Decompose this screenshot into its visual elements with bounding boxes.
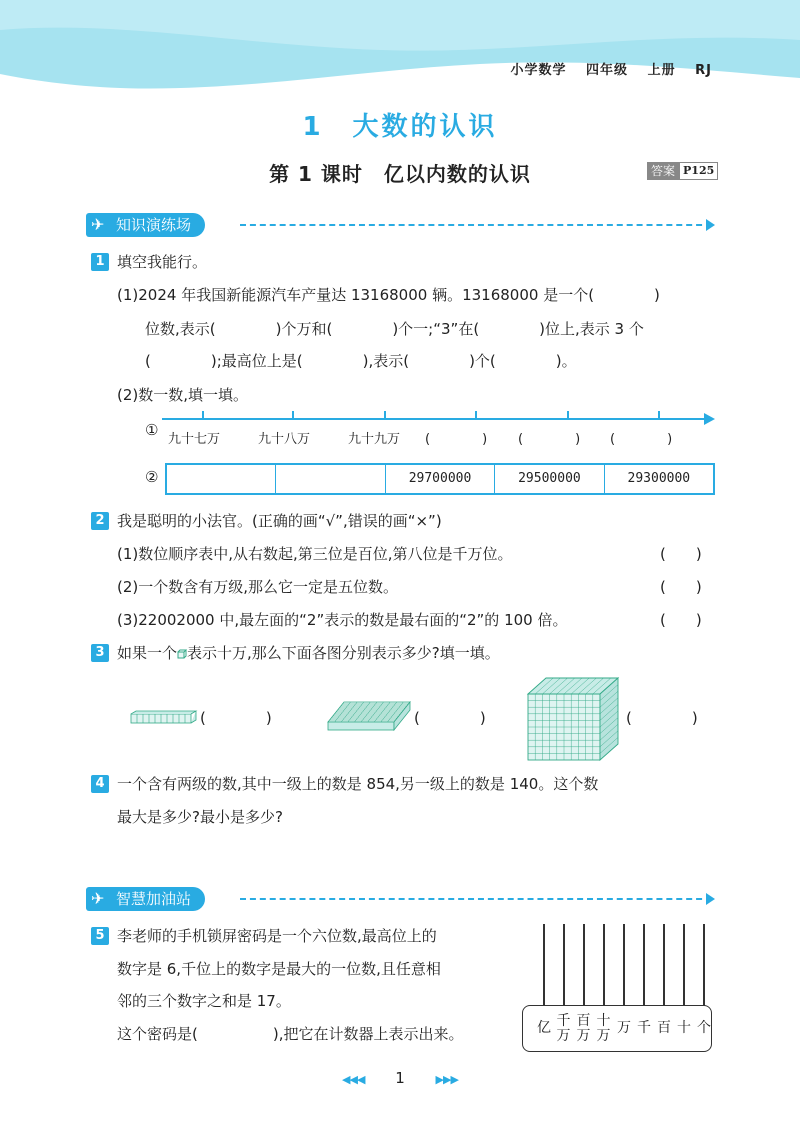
question-number: 2 [91,512,109,530]
page-number: 1 [395,1069,405,1087]
q3-blank[interactable]: ( ) [414,709,486,727]
number-line-blank[interactable]: ( ) [610,432,673,447]
number-line-label: 九十七万 [168,432,221,447]
number-line-tick [475,411,477,419]
abacus-rod[interactable] [563,924,565,1008]
abacus-label: 千 万 [556,1013,571,1044]
table-cell: 29700000 [386,465,495,493]
section-label: ✈ 智慧加油站 [86,887,205,911]
table-cell: 29500000 [495,465,604,493]
row1-marker: ① [145,421,159,439]
number-line-tick [384,411,386,419]
judge-blank[interactable]: ( ) [660,611,702,629]
abacus-rod[interactable] [543,924,545,1008]
abacus-label: 亿 [537,1020,551,1036]
q3-blank[interactable]: ( ) [626,709,698,727]
number-line-tick [567,411,569,419]
abacus-label: 十 [677,1020,691,1036]
answer-page: P125 [679,162,718,180]
header-wave [0,0,800,95]
number-line-tick [658,411,660,419]
table-cell: 29300000 [627,471,691,486]
abacus-rod[interactable] [683,924,685,1008]
header-subject: 小学数学 [510,63,567,78]
table-cell[interactable] [276,465,385,493]
q2-item: (1)数位顺序表中,从右数起,第三位是百位,第八位是千万位。 [117,545,513,563]
answer-reference [647,162,718,180]
header-edition: RJ [695,63,712,78]
q5-line1: 李老师的手机锁屏密码是一个六位数,最高位上的 [117,927,437,945]
q5-line4: 这个密码是( ),把它在计数器上表示出来。 [117,1025,464,1043]
number-line-blank[interactable]: ( ) [425,432,488,447]
ten-cube-rod-icon [130,710,198,724]
section-banner-knowledge [86,212,205,238]
q3-title-b: 表示十万,那么下面各图分别表示多少?填一填。 [187,644,500,662]
q1-part2-title: (2)数一数,填一填。 [117,386,249,404]
number-line-tick [292,411,294,419]
number-line-arrow-icon [704,413,715,425]
question-number: 5 [91,927,109,945]
judge-blank[interactable]: ( ) [660,545,702,563]
q4-line1: 一个含有两级的数,其中一级上的数是 854,另一级上的数是 140。这个数 [117,775,599,793]
q1-part1-line1: (1)2024 年我国新能源汽车产量达 13168000 辆。13168000 是一个( ) [117,286,660,304]
header-grade: 四年级 [586,63,629,78]
number-line-tick [202,411,204,419]
hundred-cube-flat-icon [326,700,412,732]
q2-item: (3)22002000 中,最左面的“2”表示的数是最右面的“2”的 100 倍。 [117,611,568,629]
dashed-divider [240,224,712,226]
q1-part1-line2: 位数,表示( )个万和( )个一;“3”在( )位上,表示 3 个 [145,320,644,338]
header-info [497,59,713,78]
arrow-icon [706,219,715,231]
abacus-rod[interactable] [643,924,645,1008]
section-banner-wisdom [86,886,205,912]
abacus-rod[interactable] [623,924,625,1008]
q3-blank[interactable]: ( ) [200,709,272,727]
abacus-rod[interactable] [663,924,665,1008]
q3-title [117,642,500,664]
q5-line3: 邻的三个数字之和是 17。 [117,992,291,1010]
number-line [162,418,707,420]
number-line-label: 九十八万 [258,432,311,447]
abacus-rod[interactable] [703,924,705,1008]
number-line-blank[interactable]: ( ) [518,432,581,447]
small-cube-icon [177,649,187,659]
judge-blank[interactable]: ( ) [660,578,702,596]
q4-line2: 最大是多少?最小是多少? [117,808,283,826]
question-number: 4 [91,775,109,793]
q2-title: 我是聪明的小法官。(正确的画“√”,错误的画“×”) [117,512,442,530]
section-label: ✈ 知识演练场 [86,213,205,237]
question-number: 1 [91,253,109,271]
prev-arrows-icon: ◀◀◀ [342,1073,365,1086]
abacus-label: 千 [637,1020,651,1036]
q1-part1-line3: ( );最高位上是( ),表示( )个( )。 [145,352,577,370]
unit-title: 1 大数的认识 [302,112,498,142]
arrow-icon [706,893,715,905]
row2-marker: ② [145,468,159,486]
abacus-label: 百 [657,1020,671,1036]
page-footer [0,1069,800,1087]
number-line-label: 九十九万 [348,432,401,447]
lesson-title: 第 1 课时 亿以内数的认识 [269,162,531,186]
q5-line2: 数字是 6,千位上的数字是最大的一位数,且任意相 [117,960,441,978]
question-number: 3 [91,644,109,662]
q2-item: (2)一个数含有万级,那么它一定是五位数。 [117,578,399,596]
abacus-rod[interactable] [603,924,605,1008]
table-cell[interactable] [167,465,276,493]
next-arrows-icon: ▶▶▶ [435,1073,458,1086]
q1-title: 填空我能行。 [117,253,208,271]
dashed-divider [240,898,712,900]
header-volume: 上册 [647,63,676,78]
abacus-label: 万 [617,1020,631,1036]
thousand-cube-icon [526,676,620,762]
answer-label: 答案 [647,162,679,180]
q3-title-a: 如果一个 [117,644,178,662]
abacus-rod[interactable] [583,924,585,1008]
abacus-label: 个 [697,1020,711,1036]
number-sequence-table [165,463,715,495]
abacus-label: 百 万 [576,1013,591,1044]
abacus-label: 十 万 [596,1013,611,1044]
